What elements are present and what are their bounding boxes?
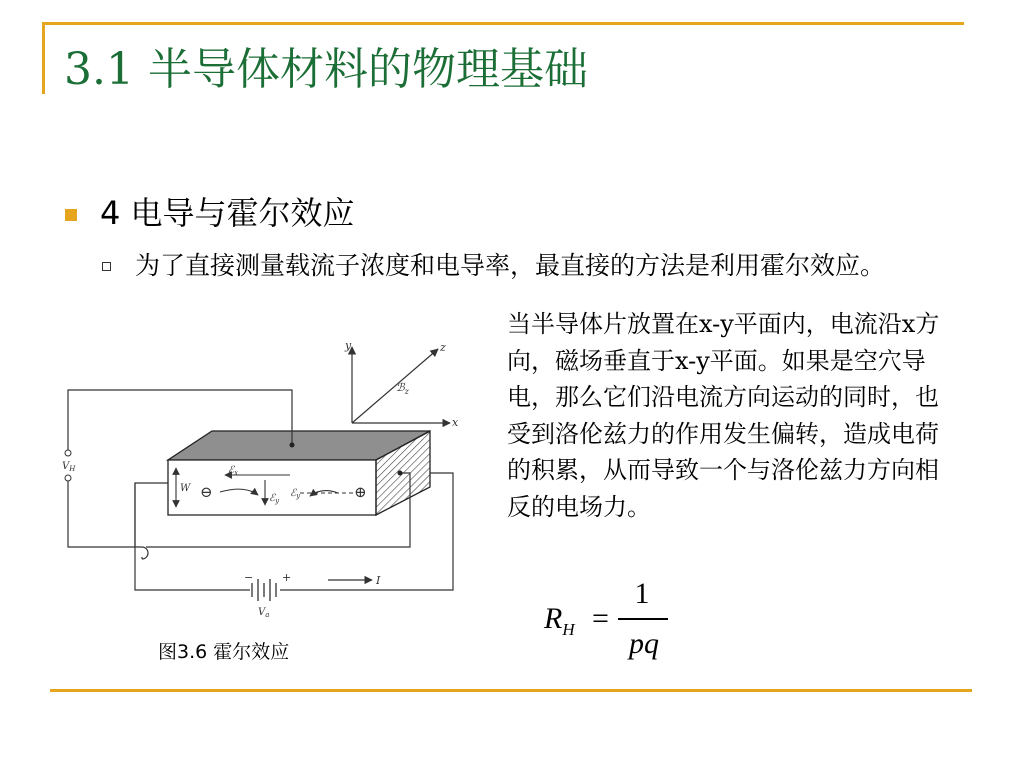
vh-terminal-top [65, 450, 71, 456]
battery-minus-label: − [244, 571, 254, 584]
battery-icon [252, 579, 276, 601]
axis-y-label: y [345, 339, 352, 352]
formula-equals: = [592, 602, 609, 635]
slide-title: 3.1 半导体材料的物理基础 [64, 44, 588, 95]
axis-x-label: x [452, 416, 459, 429]
section-heading: 4 电导与霍尔效应 [100, 194, 355, 232]
explanation-paragraph: 当半导体片放置在x-y平面内，电流沿x方向，磁场垂直于x-y平面。如果是空穴导电，那么它们沿电流方向运动的同时，也受到洛伦兹力的作用发生偏转，造成电荷的积累，从而导致一个与洛伦兹力方向相反的电场力。 [507, 310, 940, 521]
magnetic-field-label: ℬ$_z$ [396, 381, 409, 396]
sub-bullet-hollow-square-icon [102, 262, 111, 271]
semiconductor-slab [168, 431, 430, 515]
axis-z-label: z [440, 341, 446, 354]
top-border-line [42, 22, 964, 25]
ey-field-label-left: ℰ$_y$ [269, 493, 280, 505]
figure-caption: 图3.6 霍尔效应 [158, 641, 290, 663]
wire-junction-dot [398, 471, 403, 476]
bottom-border-line [50, 689, 972, 692]
formula-lhs: $R_H$ [544, 602, 575, 639]
hall-effect-diagram [60, 335, 470, 625]
ex-field-label: ℰ$_x$ [228, 465, 239, 477]
ey-field-label-right: ℰ$_y$ [290, 488, 301, 500]
minus-charge-symbol: ⊖ [200, 483, 213, 501]
bullet-square-icon [65, 209, 77, 221]
left-border-line [42, 22, 45, 94]
vh-terminal-bottom [65, 475, 71, 481]
battery-plus-label: + [282, 571, 292, 584]
formula-denominator: pq [629, 627, 659, 660]
plus-charge-symbol: ⊕ [354, 483, 367, 501]
wire-junction-dot [290, 443, 295, 448]
width-label: W [180, 483, 191, 494]
formula-numerator: 1 [634, 577, 650, 610]
current-label: I [376, 574, 381, 587]
hall-coefficient-formula [530, 575, 690, 670]
applied-voltage-label: $V_a$ [258, 607, 270, 619]
fraction-bar [618, 618, 668, 620]
hall-voltage-label: $V_H$ [62, 461, 76, 473]
sub-point-text: 为了直接测量载流子浓度和电导率，最直接的方法是利用霍尔效应。 [135, 251, 886, 280]
